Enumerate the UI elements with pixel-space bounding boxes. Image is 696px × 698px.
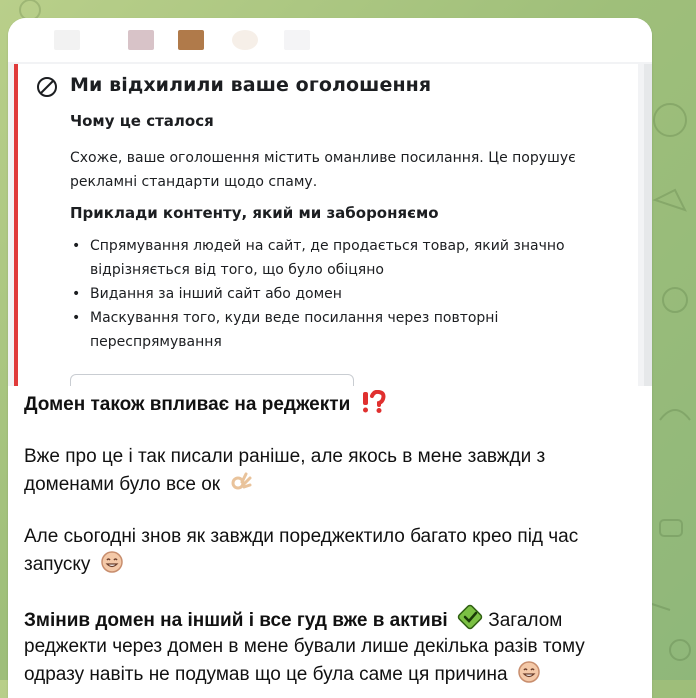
message-paragraph-3: Але сьогодні знов як завжди пореджектило багато крео під час запуску <box>24 526 579 575</box>
exclamation-question-icon <box>360 390 386 414</box>
examples-list <box>70 234 630 354</box>
blurred-swatch <box>284 30 310 50</box>
partial-button[interactable] <box>70 374 354 386</box>
ad-rejection-screenshot[interactable] <box>8 18 652 386</box>
list-item: • Видання за інший сайт або домен <box>70 282 630 306</box>
message-line-1: Домен також впливає на реджекти <box>24 394 351 415</box>
list-item: • Маскування того, куди веде посилання через повторні переспрямування <box>70 306 630 354</box>
list-item: • Спрямування людей на сайт, де продається товар, який значно відрізняється від того, що було обіцяно <box>70 234 630 282</box>
embed-top-strip <box>8 18 652 62</box>
why-text: Схоже, ваше оголошення містить оманливе посилання. Це порушує рекламні стандарти щодо спаму. <box>70 150 576 190</box>
blurred-swatch <box>54 30 80 50</box>
ok-hand-icon <box>229 470 253 494</box>
smiling-face-icon <box>100 550 124 574</box>
message-paragraph-4-rest: Загалом реджекти через домен в мене бували лише декілька разів тому одразу навіть не подумав що це була саме ця причина <box>24 610 585 685</box>
message-bubble <box>8 18 652 698</box>
blurred-swatch <box>128 30 154 50</box>
rejection-panel <box>14 64 638 386</box>
embed-scrollbar[interactable] <box>644 64 652 386</box>
why-heading: Чому це сталося <box>70 112 214 130</box>
rejection-title: Ми відхилили ваше оголошення <box>70 74 432 96</box>
message-paragraph-2: Вже про це і так писали раніше, але якось в мене завжди з доменами було все ок <box>24 446 546 495</box>
blurred-swatch <box>232 30 258 50</box>
message-paragraph-4-bold: Змінив домен на інший і все гуд вже в активі <box>24 610 448 631</box>
examples-heading: Приклади контенту, який ми забороняємо <box>70 204 439 222</box>
smiling-face-icon <box>517 660 541 684</box>
prohibited-icon <box>36 76 58 98</box>
blurred-swatch <box>178 30 204 50</box>
rejection-accent-bar <box>14 64 18 386</box>
message-text <box>24 390 640 698</box>
check-mark-icon <box>457 604 483 630</box>
